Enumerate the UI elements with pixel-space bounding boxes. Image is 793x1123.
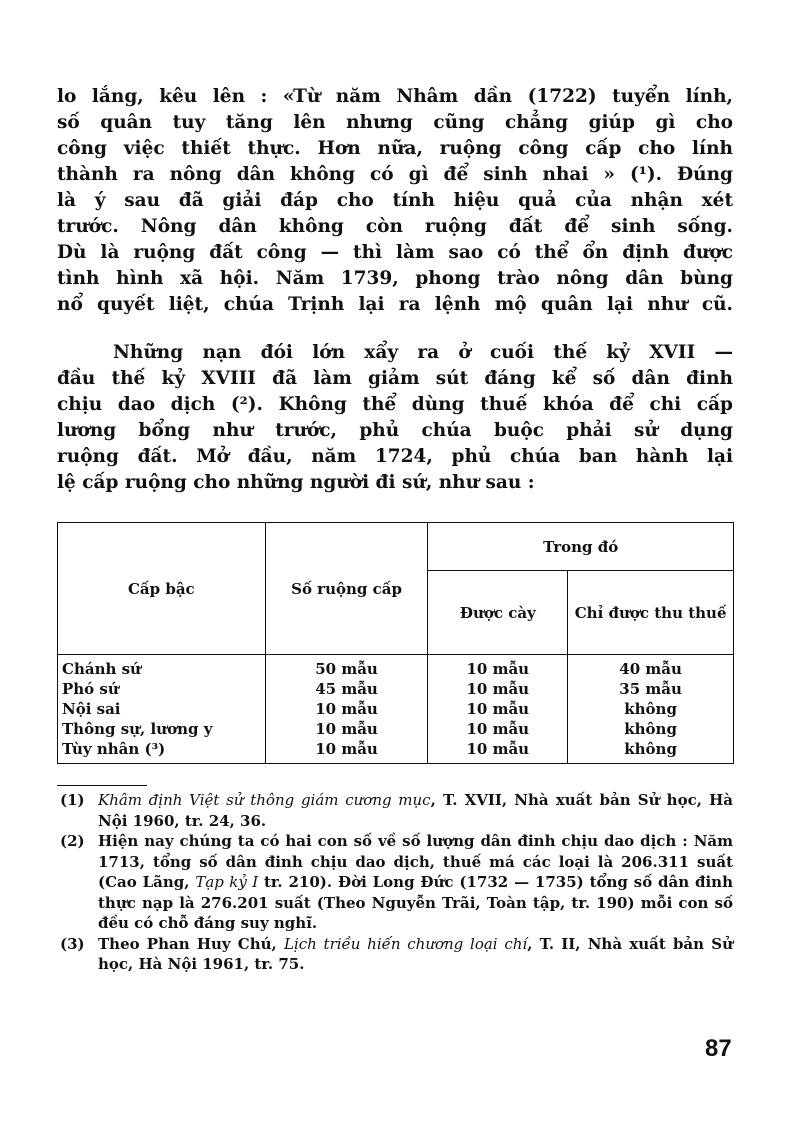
header-granted: Số ruộng cấp: [265, 523, 428, 655]
cell-farm: 10 mẫu: [428, 719, 568, 739]
text-line: đầu thế kỷ XVIII đã làm giảm sút đáng kể số dân đinh: [57, 368, 733, 389]
cell-rank: Thông sự, lương y: [58, 719, 266, 739]
text-line: Dù là ruộng đất công — thì làm sao có thể ổn định được: [57, 242, 733, 263]
table-row: [58, 679, 734, 699]
table-row: [58, 699, 734, 719]
table-row: [58, 655, 734, 680]
header-farm: Được cày: [428, 571, 568, 655]
footnote-1: [60, 790, 733, 831]
text-line: lệ cấp ruộng cho những người đi sứ, như sau :: [57, 472, 535, 493]
cell-farm: 10 mẫu: [428, 699, 568, 719]
footnote-separator: [57, 785, 147, 786]
footnote-number: (1): [60, 791, 85, 809]
text-line: lương bổng như trước, phủ chúa buộc phải sử dụng: [57, 420, 733, 441]
footnote-2: [60, 831, 733, 934]
footnote-title: Tạp kỷ I: [195, 873, 259, 891]
text-line: số quân tuy tăng lên nhưng cũng chẳng giúp gì cho: [57, 112, 733, 133]
land-grant-table: [57, 522, 734, 764]
paragraph-2: [57, 340, 733, 496]
footnote-number: (3): [60, 934, 85, 953]
table-row: [58, 739, 734, 764]
paragraph-1: [57, 84, 733, 318]
footnotes: [60, 790, 733, 975]
footnote-number: (2): [60, 832, 85, 850]
cell-rank: Tùy nhân (³): [58, 739, 266, 764]
text-line: công việc thiết thực. Hơn nữa, ruộng công cấp cho lính: [57, 138, 733, 159]
cell-farm: 10 mẫu: [428, 655, 568, 680]
text-line: lo lắng, kêu lên : «Từ năm Nhâm dần (1722) tuyển lính,: [57, 86, 733, 107]
cell-granted: 10 mẫu: [265, 699, 428, 719]
text-line: nổ quyết liệt, chúa Trịnh lại ra lệnh mộ quân lại như cũ.: [57, 294, 733, 315]
cell-granted: 10 mẫu: [265, 719, 428, 739]
text-line: Những nạn đói lớn xẩy ra ở cuối thế kỷ XVII —: [113, 342, 733, 363]
footnote-text: tr. 210). Đời Long Đức (1732 — 1735) tổng số dân đinh thực nạp là 276.201 suất (Theo Nguyễn Trãi, Toàn tập, tr. 190) mỗi con số đều có chỗ đáng suy nghĩ.: [98, 873, 733, 932]
header-rank: Cấp bậc: [58, 523, 266, 655]
text-line: là ý sau đã giải đáp cho tính hiệu quả của nhận xét: [57, 190, 733, 211]
cell-tax: không: [568, 719, 734, 739]
table-row: [58, 719, 734, 739]
cell-granted: 50 mẫu: [265, 655, 428, 680]
cell-tax: 35 mẫu: [568, 679, 734, 699]
cell-farm: 10 mẫu: [428, 739, 568, 764]
footnote-3: [60, 934, 733, 975]
text-line: thành ra nông dân không có gì để sinh nhai » (¹). Đúng: [57, 164, 733, 185]
footnote-text: Theo Phan Huy Chú,: [98, 934, 284, 953]
cell-tax: 40 mẫu: [568, 655, 734, 680]
footnote-title: Lịch triều hiến chương loại chí: [283, 934, 528, 953]
page-number: 87: [705, 1035, 732, 1062]
text-line: trước. Nông dân không còn ruộng đất để sinh sống.: [57, 216, 733, 237]
text-line: chịu dao dịch (²). Không thể dùng thuế khóa để chi cấp: [57, 394, 733, 415]
cell-tax: không: [568, 699, 734, 719]
cell-rank: Nội sai: [58, 699, 266, 719]
footnote-text: Hiện nay chúng ta có hai con số về số lượng dân đinh chịu dao dịch : Năm 1713, tổng số dân đinh chịu dao dịch, thuế má các loại là 206.311 suất (Cao Lãng,: [98, 832, 733, 891]
text-line: ruộng đất. Mở đầu, năm 1724, phủ chúa ban hành lại: [57, 446, 733, 467]
footnote-text: , T. XVII, Nhà xuất bản Sử học, Hà Nội 1960, tr. 24, 36.: [98, 791, 734, 830]
cell-granted: 45 mẫu: [265, 679, 428, 699]
cell-rank: Phó sứ: [58, 679, 266, 699]
footnote-text: , T. II, Nhà xuất bản Sử học, Hà Nội 1961, tr. 75.: [98, 934, 733, 973]
header-of-which: Trong đó: [428, 523, 734, 571]
footnote-title: Khâm định Việt sử thông giám cương mục: [98, 791, 431, 809]
text-line: tình hình xã hội. Năm 1739, phong trào nông dân bùng: [57, 268, 733, 289]
cell-rank: Chánh sứ: [58, 655, 266, 680]
cell-tax: không: [568, 739, 734, 764]
header-tax: Chỉ được thu thuế: [568, 571, 734, 655]
cell-granted: 10 mẫu: [265, 739, 428, 764]
cell-farm: 10 mẫu: [428, 679, 568, 699]
